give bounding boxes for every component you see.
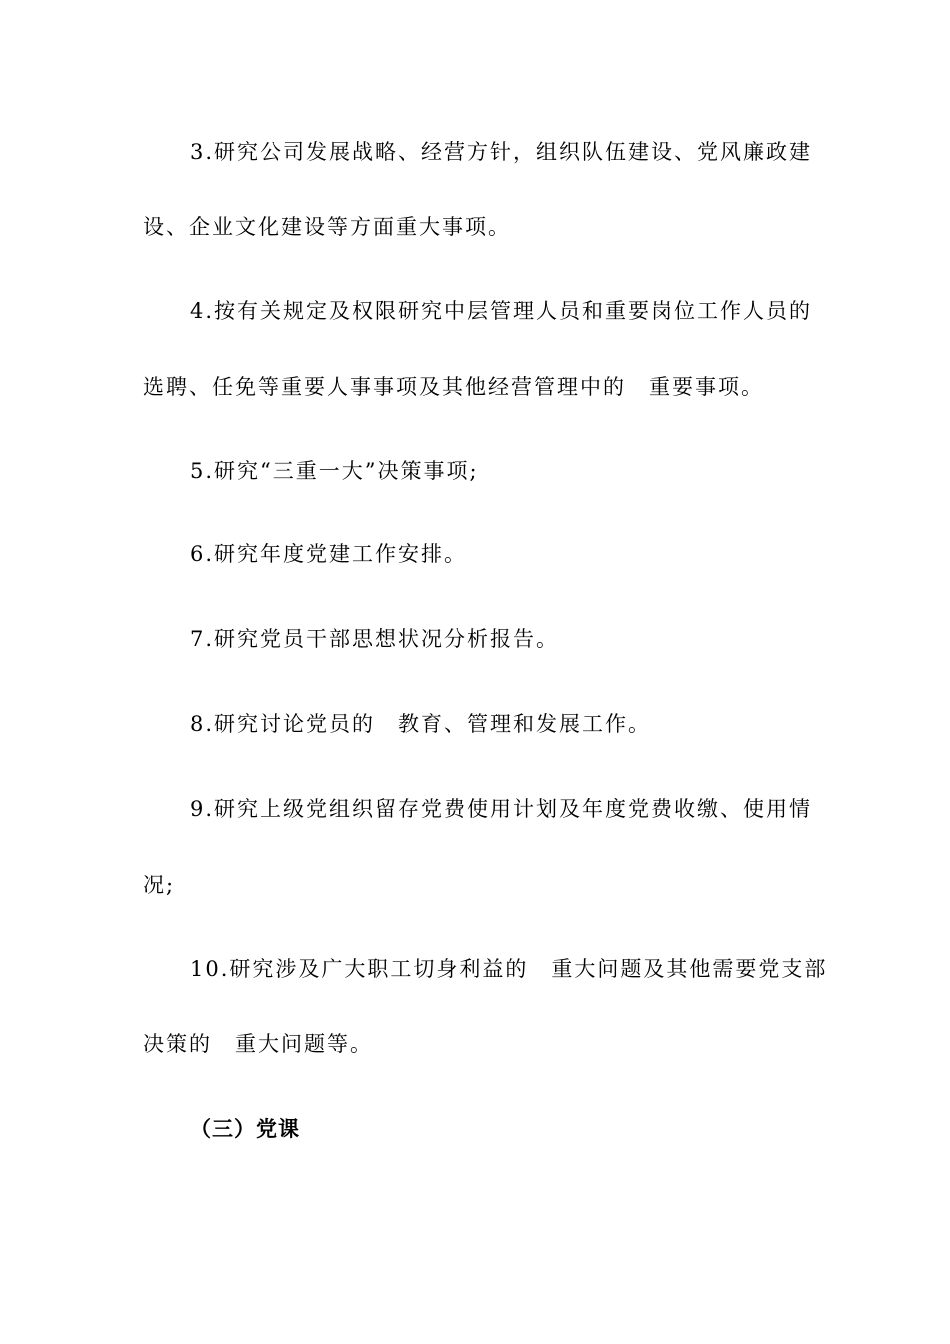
item-6-line-1: 6.研究年度党建工作安排。 [190,542,468,566]
item-3-line-1: 3.研究公司发展战略、经营方针，组织队伍建设、党风廉政建 [190,140,813,164]
section-heading: （三）党课 [190,1117,300,1141]
item-8-line-1: 8.研究讨论党员的 教育、管理和发展工作。 [190,712,652,736]
item-7-line-1: 7.研究党员干部思想状况分析报告。 [190,627,560,651]
item-10-line-1: 10.研究涉及广大职工切身利益的 重大问题及其他需要党支部 [190,957,828,981]
item-3-line-2: 设、企业文化建设等方面重大事项。 [143,215,511,239]
item-10-line-2: 决策的 重大问题等。 [143,1032,373,1056]
item-9-line-2: 况; [143,873,176,897]
item-4-line-1: 4.按有关规定及权限研究中层管理人员和重要岗位工作人员的 [190,299,813,323]
item-9-line-1: 9.研究上级党组织留存党费使用计划及年度党费收缴、使用情 [190,797,813,821]
item-5-line-1: 5.研究“三重一大”决策事项; [190,459,479,483]
item-4-line-2: 选聘、任免等重要人事事项及其他经营管理中的 重要事项。 [143,375,764,399]
